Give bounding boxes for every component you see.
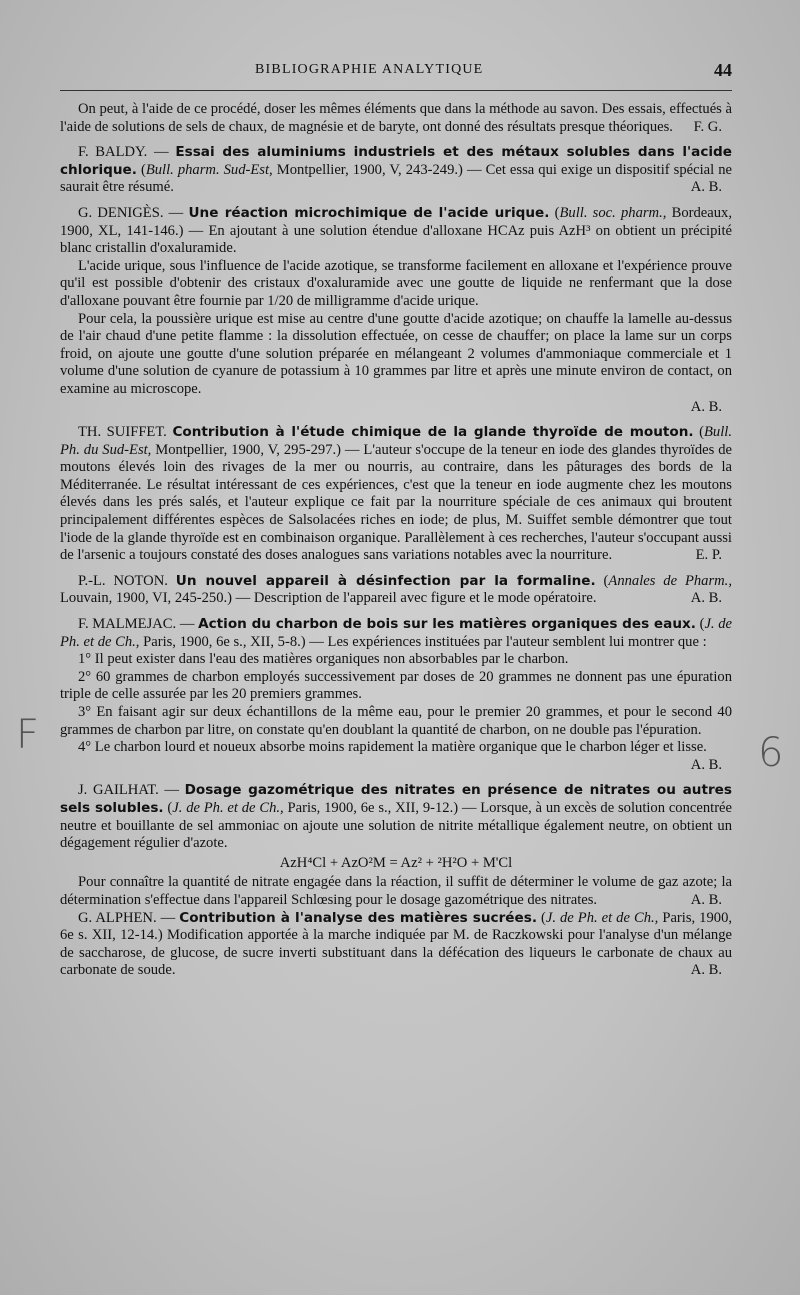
entry-deniges: G. DENIGÈS. — Une réaction microchimique de l'acide urique. (Bull. soc. pharm., Bordeaux, 1900, XL, 141-146.) — En ajoutant à une solution étendue d'alloxane HCAz puis AzH³ on obtient un précipité blanc cristallin d'oxaluramide. L'acide urique, sous l'influence de l'acide azotique, se transforme facilement en alloxane et l'expérience prouve qu'il est possible d'obtenir des cristaux d'oxaluramide avec une goutte de liquide ne renfermant que la dose d'alloxane pouvant être fournie par 1/20 de milligramme d'acide urique. Pour cela, la poussière urique est mise au centre d'une goutte d'acide azotique; on chauffe la lamelle au-dessus de l'air chaud d'une petite flamme : la dissolution effectuée, on cesse de chauffer; on place la lame sur un corps froid, on ajoute une goutte d'une solution préparée en mélangeant 2 volumes d'ammoniaque commerciale et 1 volume d'une solution de cyanure de potassium à 10 grammes par litre et après une minute environ de contact, on examine au microscope. A. B. xyxy=(60,204,732,415)
entry-reference: J. de Ph. et de Ch., xyxy=(172,799,284,816)
entry-author: G. ALPHEN. xyxy=(78,909,157,926)
entry-details: Paris, 1900, 6e s. XII, 12-14.) Modification apportée à la marche indiquée par M. de Raczkowski pour l'analyse d'un mélange de saccharose, de glucose, de sucre inverti substituant dans la défécation des liqueurs le carbonate de chaux au carbonate de soude. xyxy=(60,909,733,979)
entry-signature: E. P. xyxy=(695,547,722,564)
entry-author: TH. SUIFFET. xyxy=(78,424,167,441)
entry-reference: Bull. Ph. du Sud-Est, xyxy=(60,424,732,458)
entry-baldy: F. BALDY. — Essai des aluminiums industriels et des métaux solubles dans l'acide chlorique. (Bull. pharm. Sud-Est, Montpellier, 1900, V, 243-249.) — Cet essa qui exige un dispositif spécial ne saurait être résumé. A. B. xyxy=(60,144,733,196)
entry-noton: P.-L. NOTON. Un nouvel appareil à désinfection par la formaline. (Annales de Pharm., Louvain, 1900, VI, 245-250.) — Description de l'appareil avec figure et le mode opératoire. A. B. xyxy=(60,572,732,607)
margin-mark-left: F xyxy=(16,712,40,758)
intro-text: On peut, à l'aide de ce procédé, doser les mêmes éléments que dans la méthode au savon. Des essais, effectués à l'aide de solutions de sels de chaux, de magnésie et de baryte, ont donné des résultats presque théoriques. xyxy=(60,101,732,135)
entry-signature: A. B. xyxy=(690,962,722,979)
page-number: 44 xyxy=(714,60,732,80)
entry-details: Paris, 1900, 6e s., XII, 5-8.) — Les expériences instituées par l'auteur semblent lui montrer que : xyxy=(143,633,707,650)
list-item: 2° 60 grammes de charbon employés successivement par doses de 20 grammes ne donnent pas une épuration triple de celle assurée par les 20 premiers grammes. xyxy=(60,668,732,703)
entry-suiffet: TH. SUIFFET. Contribution à l'étude chimique de la glande thyroïde de mouton. (Bull. Ph. du Sud-Est, Montpellier, 1900, V, 295-297.) — L'auteur s'occupe de la teneur en iode des glandes thyroïdes de moutons élevés loin des rivages de la mer ou nourris, au contraire, dans les pâturages des bords de la Méditerranée. Le résultat intéressant de ces expériences, c'est que la teneur en iode augmente chez les moutons élevés dans les prés salés, et l'auteur explique ce fait par la nourriture spéciale de ces animaux qui broutent principalement différentes espèces de Salsolacées riches en iode; de plus, M. Suiffet semble démontrer que tout l'iode de la glande thyroïde est en combinaison organique. Parallèlement à ces recherches, l'auteur s'occupant aussi de l'arsenic a toujours constaté des doses analogues sans variations notables avec la nourriture. E. P. xyxy=(60,424,732,564)
entry-author: G. DENIGÈS. xyxy=(78,204,164,221)
entry-paragraph: Pour connaître la quantité de nitrate engagée dans la réaction, il suffit de déterminer le volume de gaz azote; la détermination s'effectue dans l'appareil Schlœsing pour le dosage gazométrique des nitrates. xyxy=(60,874,732,908)
entry-signature: A. B. xyxy=(690,398,722,415)
entry-title: Contribution à l'étude chimique de la glande thyroïde de mouton. xyxy=(172,424,694,441)
entry-details: Bordeaux, 1900, XL, 141-146.) — En ajoutant à une solution étendue d'alloxane HCAz puis AzH³ on obtient un précipité blanc cristallin d'oxaluramide. xyxy=(60,204,732,257)
margin-mark-right: 6 xyxy=(758,730,784,776)
entry-author: P.-L. NOTON. xyxy=(78,572,168,589)
list-item: 3° En faisant agir sur deux échantillons de la même eau, pour le premier 20 grammes, et pour le second 40 grammes de charbon par litre, on constate qu'en doublant la quantité de charbon, on ne double pas l'épuration. xyxy=(60,704,732,738)
entry-details: Paris, 1900, 6e s., XII, 9-12.) — Lorsque, à un excès de solution concentrée neutre et bouillante de sel ammoniac on ajoute une solution de nitrite métallique également neutre, on obtient un dégagement régulier d'azote. xyxy=(60,799,733,852)
entry-signature: A. B. xyxy=(690,756,722,773)
intro-signature: F. G. xyxy=(693,118,722,135)
body-text xyxy=(60,101,732,980)
entry-signature: A. B. xyxy=(690,179,722,196)
running-title: BIBLIOGRAPHIE ANALYTIQUE xyxy=(255,62,484,77)
intro-paragraph xyxy=(60,101,732,136)
entry-details: Louvain, 1900, VI, 245-250.) — Description de l'appareil avec figure et le mode opératoire. xyxy=(60,590,597,607)
entry-title: Contribution à l'analyse des matières sucrées. xyxy=(179,909,537,926)
entry-reference: J. de Ph. et de Ch., xyxy=(545,909,659,926)
entry-signature: A. B. xyxy=(690,891,722,908)
list-item: 4° Le charbon lourd et noueux absorbe moins rapidement la matière organique que le charbon léger et lisse. xyxy=(78,739,707,756)
entry-reference: Bull. pharm. Sud-Est, xyxy=(145,161,273,178)
entry-author: J. GAILHAT. xyxy=(78,782,159,799)
chemical-formula: AzH⁴Cl + AzO²M = Az² + ²H²O + M'Cl xyxy=(279,854,513,871)
header-rule xyxy=(60,90,732,91)
entry-title: Une réaction microchimique de l'acide urique. xyxy=(188,204,550,221)
entry-author: F. MALMEJAC. xyxy=(78,616,177,633)
entry-reference: J. de Ph. et de Ch., xyxy=(60,616,733,650)
entry-signature: A. B. xyxy=(690,590,722,607)
entry-details: Montpellier, 1900, V, 243-249.) — Cet essa qui exige un dispositif spécial ne saurait être résumé. xyxy=(60,161,733,196)
list-item: 1° Il peut exister dans l'eau des matières organiques non absorbables par le charbon. xyxy=(78,651,569,668)
entry-title: Action du charbon de bois sur les matières organiques des eaux. xyxy=(198,616,696,633)
entry-alphen: G. ALPHEN. — Contribution à l'analyse des matières sucrées. (J. de Ph. et de Ch., Paris, 1900, 6e s. XII, 12-14.) Modification apportée à la marche indiquée par M. de Raczkowski pour l'analyse d'un mélange de saccharose, de glucose, de sucre inverti substituant dans la défécation des liqueurs le carbonate de chaux au carbonate de soude. A. B. xyxy=(60,909,733,979)
entry-reference: Annales de Pharm., xyxy=(608,572,732,589)
entry-gailhat: J. GAILHAT. — Dosage gazométrique des nitrates en présence de nitrates ou autres sels solubles. (J. de Ph. et de Ch., Paris, 1900, 6e s., XII, 9-12.) — Lorsque, à un excès de solution concentrée neutre et bouillante de sel ammoniac on ajoute une solution de nitrite métallique également neutre, on obtient un dégagement régulier d'azote. AzH⁴Cl + AzO²M = Az² + ²H²O + M'Cl Pour connaître la quantité de nitrate engagée dans la réaction, il suffit de déterminer le volume de gaz azote; la détermination s'effectue dans l'appareil Schlœsing pour le dosage gazométrique des nitrates. A. B. xyxy=(60,782,733,908)
entry-malmejac: F. MALMEJAC. — Action du charbon de bois sur les matières organiques des eaux. (J. de Ph. et de Ch., Paris, 1900, 6e s., XII, 5-8.) — Les expériences instituées par l'auteur semblent lui montrer que : 1° Il peut exister dans l'eau des matières organiques non absorbables par le charbon. 2° 60 grammes de charbon employés successivement par doses de 20 grammes ne donnent pas une épuration triple de celle assurée par les 20 premiers grammes. 3° En faisant agir sur deux échantillons de la même eau, pour le premier 20 grammes, et pour le second 40 grammes de charbon par litre, on constate qu'en doublant la quantité de charbon, on ne double pas l'épuration. 4° Le charbon lourd et noueux absorbe moins rapidement la matière organique que le charbon léger et lisse. A. B. xyxy=(60,616,733,773)
entry-title: Un nouvel appareil à désinfection par la formaline. xyxy=(175,572,596,589)
entry-reference: Bull. soc. pharm., xyxy=(559,204,667,221)
entry-title: Dosage gazométrique des nitrates en présence de nitrates ou autres sels solubles. xyxy=(60,782,732,816)
entry-paragraph: L'acide urique, sous l'influence de l'acide azotique, se transforme facilement en alloxane et l'expérience prouve qu'il est possible d'obtenir des cristaux d'oxaluramide avec une goutte de liquide ne renfermant que la dose d'alloxane pouvant être fournie par 1/20 de milligramme d'acide urique. xyxy=(60,257,732,309)
entry-paragraph: Pour cela, la poussière urique est mise au centre d'une goutte d'acide azotique; on chauffe la lamelle au-dessus de l'air chaud d'une petite flamme : la dissolution effectuée, on cesse de chauffer; on place la lame sur un corps froid, on ajoute une goutte d'une solution préparée en mélangeant 2 volumes d'ammoniaque commerciale et 1 volume d'une solution de cyanure de potassium à 10 grammes par litre et après une minute environ de contact, on examine au microscope. xyxy=(60,310,732,397)
entry-author: F. BALDY. xyxy=(78,144,148,161)
entry-details: Montpellier, 1900, V, 295-297.) — L'auteur s'occupe de la teneur en iode des glandes thyroïdes de moutons élevés loin des rivages de la mer ou nourris, au contraire, dans les pâturages des bords de la Méditerranée. Le résultat intéressant de ces expériences, c'est que la teneur en iode augmente chez les moutons élevés dans les prés salés, et l'auteur explique ce fait par la nourriture spéciale de ces animaux qui broutent principalement différentes espèces de Salsolacées riches en iode; de plus, M. Suiffet semble démontrer que tout l'iode de la glande thyroïde est en combinaison organique. Parallèlement à ces recherches, l'auteur s'occupant aussi de l'arsenic a toujours constaté des doses analogues sans variations notables avec la nourriture. xyxy=(60,441,732,564)
entry-title: Essai des aluminiums industriels et des métaux solubles dans l'acide chlorique. xyxy=(60,144,732,178)
page-header xyxy=(60,62,732,86)
